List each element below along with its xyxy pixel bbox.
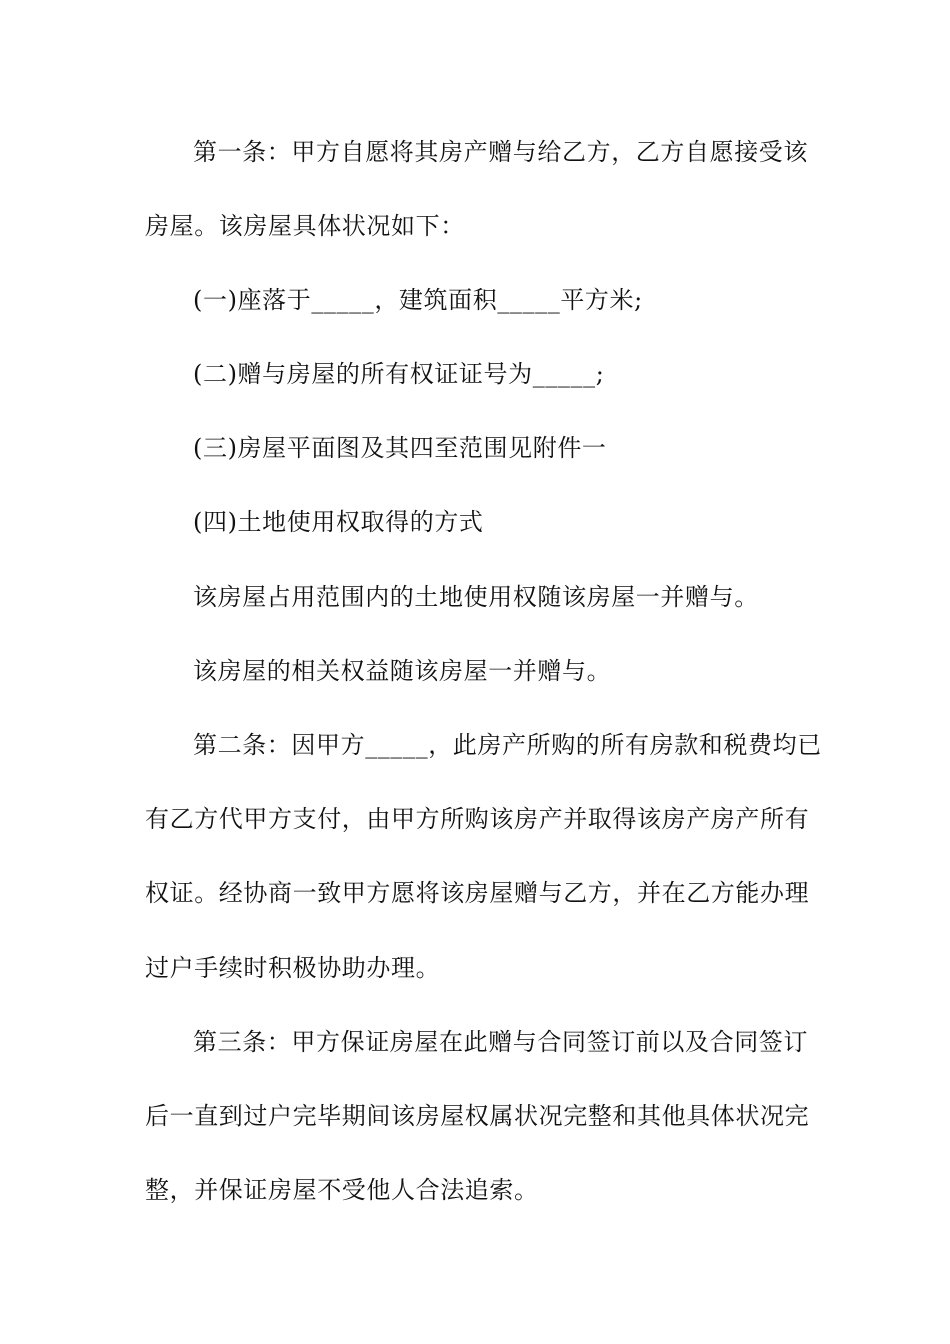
- item-4-land-use: (四)土地使用权取得的方式: [193, 508, 484, 536]
- article-3-line-3: 整，并保证房屋不受他人合法追索。: [145, 1176, 539, 1204]
- article-3-line-1: 第三条：甲方保证房屋在此赠与合同签订前以及合同签订: [193, 1028, 808, 1056]
- article-2-line-2: 有乙方代甲方支付，由甲方所购该房产并取得该房产房产所有: [145, 805, 810, 833]
- article-1-line-2: 房屋。该房屋具体状况如下：: [145, 212, 465, 240]
- article-2-line-3: 权证。经协商一致甲方愿将该房屋赠与乙方，并在乙方能办理: [145, 879, 810, 907]
- item-2-certificate: (二)赠与房屋的所有权证证号为_____;: [193, 360, 605, 388]
- article-2-line-4: 过户手续时积极协助办理。: [145, 954, 441, 982]
- article-1-line-1: 第一条：甲方自愿将其房产赠与给乙方，乙方自愿接受该: [193, 138, 808, 166]
- article-3-line-2: 后一直到过户完毕期间该房屋权属状况完整和其他具体状况完: [145, 1102, 810, 1130]
- article-2-line-1: 第二条：因甲方_____，此房产所购的所有房款和税费均已: [193, 731, 822, 759]
- item-1-location: (一)座落于_____，建筑面积_____平方米;: [193, 286, 643, 314]
- item-3-floor-plan: (三)房屋平面图及其四至范围见附件一: [193, 434, 607, 462]
- rights-gift-line: 该房屋的相关权益随该房屋一并赠与。: [193, 657, 612, 685]
- land-use-gift-line: 该房屋占用范围内的土地使用权随该房屋一并赠与。: [193, 583, 759, 611]
